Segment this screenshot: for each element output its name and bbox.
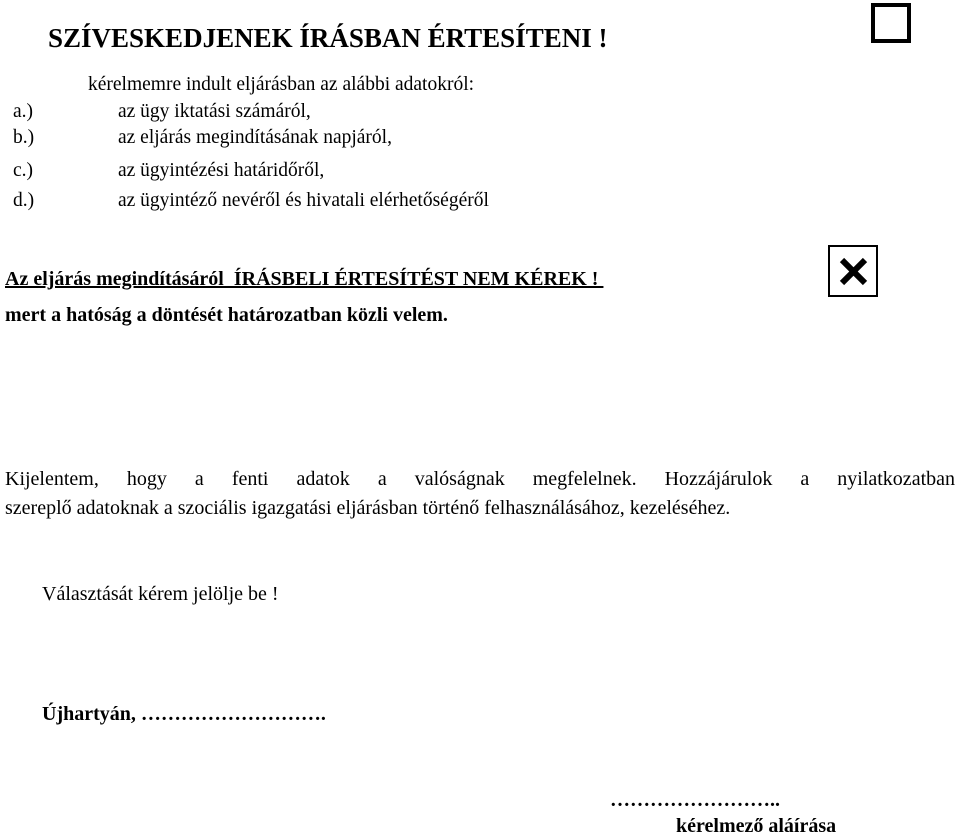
place-date-field[interactable]: Újhartyán, ………………………. <box>42 703 326 725</box>
signature-label: kérelmező aláírása <box>676 815 837 837</box>
list-text: az ügy iktatási számáról, <box>118 101 311 122</box>
notify-checkbox[interactable] <box>871 3 911 43</box>
page-title: SZÍVESKEDJENEK ÍRÁSBAN ÉRTESÍTENI ! <box>48 23 608 53</box>
declaration-paragraph <box>5 465 955 523</box>
list-marker: c.) <box>13 160 34 181</box>
list-marker: d.) <box>13 190 35 211</box>
list-marker: a.) <box>13 101 34 122</box>
decline-notification-text: Az eljárás megindításáról ÍRÁSBELI ÉRTESÍTÉST NEM KÉREK ! <box>5 268 604 290</box>
list-marker: b.) <box>13 126 35 148</box>
instruction-text: Választását kérem jelölje be ! <box>42 583 279 605</box>
declaration-line: Kijelentem, hogy a fenti adatok a valóságnak megfelelnek. Hozzájárulok a nyilatkozatban <box>5 468 955 490</box>
signature-line[interactable]: …………………….. <box>610 789 780 811</box>
declaration-line: szereplő adatoknak a szociális igazgatási eljárásban történő felhasználásához, kezeléséhez. <box>5 497 731 519</box>
notify-intro: kérelmemre indult eljárásban az alábbi adatokról: <box>88 74 475 95</box>
list-text: az ügyintéző nevéről és hivatali elérhetőségéről <box>118 190 489 211</box>
decline-reason-text: mert a hatóság a döntését határozatban közli velem. <box>5 304 448 326</box>
list-text: az ügyintézési határidőről, <box>118 160 325 181</box>
checkmark-x-icon <box>839 257 868 286</box>
list-text: az eljárás megindításának napjáról, <box>118 126 392 148</box>
decline-checkbox[interactable] <box>828 245 878 297</box>
